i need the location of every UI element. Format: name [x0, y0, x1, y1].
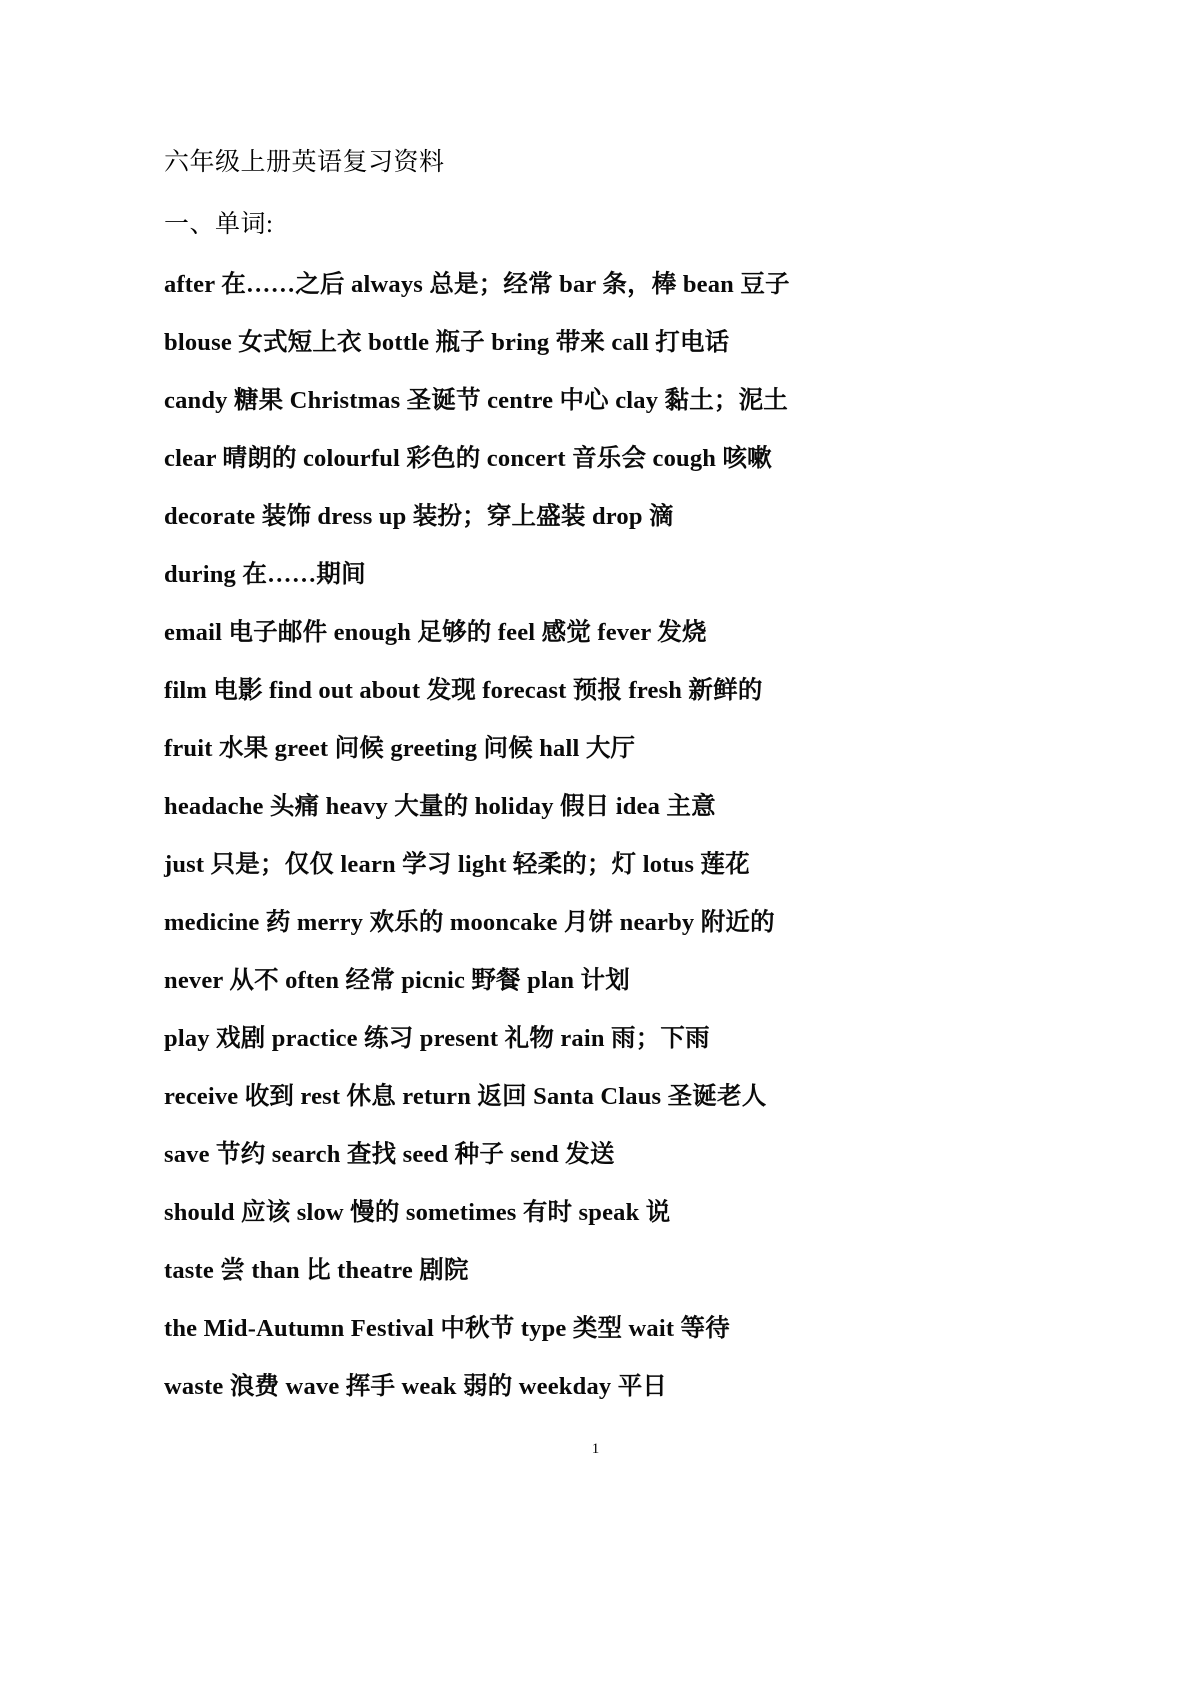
page-title: 六年级上册英语复习资料	[164, 149, 445, 176]
vocab-line: play 戏剧 practice 练习 present 礼物 rain 雨；下雨	[164, 1025, 710, 1052]
vocab-line: taste 尝 than 比 theatre 剧院	[164, 1257, 469, 1284]
vocab-line: clear 晴朗的 colourful 彩色的 concert 音乐会 cough 咳嗽	[164, 445, 772, 472]
vocab-line: blouse 女式短上衣 bottle 瓶子 bring 带来 call 打电话	[164, 329, 730, 356]
vocab-line: the Mid-Autumn Festival 中秋节 type 类型 wait 等待	[164, 1315, 730, 1342]
vocab-line: film 电影 find out about 发现 forecast 预报 fresh 新鲜的	[164, 677, 763, 704]
vocab-line: fruit 水果 greet 问候 greeting 问候 hall 大厅	[164, 735, 636, 762]
vocab-line: email 电子邮件 enough 足够的 feel 感觉 fever 发烧	[164, 619, 707, 646]
vocab-line: save 节约 search 查找 seed 种子 send 发送	[164, 1141, 615, 1168]
vocab-line: receive 收到 rest 休息 return 返回 Santa Claus 圣诞老人	[164, 1083, 767, 1110]
vocab-line: never 从不 often 经常 picnic 野餐 plan 计划	[164, 967, 630, 994]
vocab-line: decorate 装饰 dress up 装扮；穿上盛装 drop 滴	[164, 503, 674, 530]
document-body	[164, 132, 1034, 1416]
vocab-line: candy 糖果 Christmas 圣诞节 centre 中心 clay 黏土；泥土	[164, 387, 789, 414]
vocab-line: after 在……之后 always 总是；经常 bar 条，棒 bean 豆子	[164, 271, 790, 298]
page-number: 1	[591, 1441, 600, 1457]
vocab-line: waste 浪费 wave 挥手 weak 弱的 weekday 平日	[164, 1373, 668, 1400]
vocab-line: headache 头痛 heavy 大量的 holiday 假日 idea 主意	[164, 793, 716, 820]
section-heading-vocabulary: 一、单词:	[164, 211, 274, 238]
vocab-line: should 应该 slow 慢的 sometimes 有时 speak 说	[164, 1199, 671, 1226]
vocab-line: medicine 药 merry 欢乐的 mooncake 月饼 nearby 附近的	[164, 909, 775, 936]
vocab-line: just 只是；仅仅 learn 学习 light 轻柔的；灯 lotus 莲花	[164, 851, 750, 878]
vocabulary-list	[164, 256, 1034, 1416]
vocab-line: during 在……期间	[164, 561, 366, 588]
